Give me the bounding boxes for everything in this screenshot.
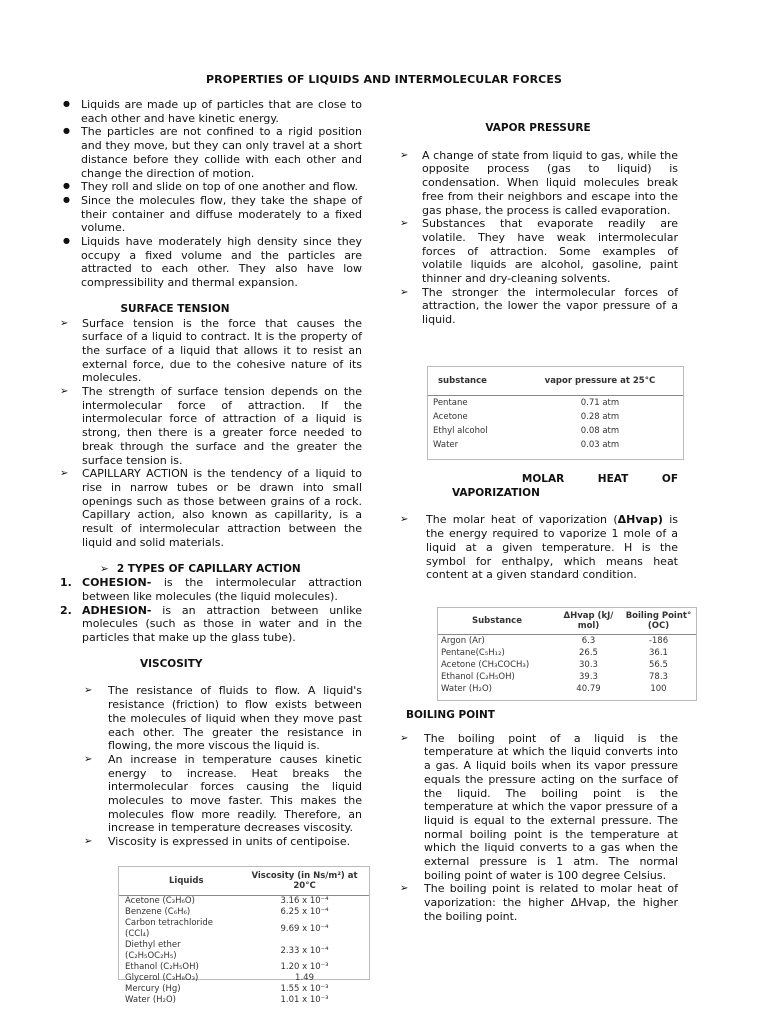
arrowhead-icon: ➢ xyxy=(84,685,93,697)
list-item: ➢ Surface tension is the force that causes the surface of a liquid to contract. It is the property of the surface of a liquid that allows it to resist an external force, due to the cohesive nature of its molecules. xyxy=(60,316,362,385)
list-item: ● The particles are not confined to a rigid position and they move, but they can only travel at a short distance before they collide with each other and change the direction of motion. xyxy=(60,125,362,180)
list-item: 1. COHESION- is the intermolecular attraction between like molecules (the liquid molecules). xyxy=(60,576,362,603)
viscosity-heading: VISCOSITY xyxy=(140,657,203,670)
surface-tension-heading: SURFACE TENSION xyxy=(120,302,230,315)
table-row: Acetone (CH₃COCH₃) 30.3 56.5 xyxy=(441,660,668,670)
document-title: PROPERTIES OF LIQUIDS AND INTERMOLECULAR FORCES xyxy=(205,73,562,86)
list-item: ● Since the molecules flow, they take the shape of their container and diffuse moderately to a fixed volume. xyxy=(60,194,362,235)
list-item: ➢ The boiling point is related to molar heat of vaporization: the higher ΔHvap, the higher the boiling point. xyxy=(400,882,678,923)
table-row: Pentane 0.71 atm xyxy=(433,398,620,408)
molar-heat-section xyxy=(398,473,678,582)
viscosity-table-image xyxy=(118,866,370,1005)
viscosity-list xyxy=(60,684,362,848)
table-row: Mercury (Hg) 1.55 x 10⁻³ xyxy=(125,984,329,994)
left-column xyxy=(60,98,362,849)
table-row: Water (H₂O) 1.01 x 10⁻³ xyxy=(125,995,329,1005)
list-item: ● They roll and slide on top of one another and flow. xyxy=(60,180,362,194)
arrowhead-icon: ➢ xyxy=(84,836,93,848)
arrowhead-icon: ➢ xyxy=(60,317,69,329)
molar-heat-list xyxy=(398,513,678,582)
arrowhead-icon: ➢ xyxy=(400,286,409,298)
arrowhead-icon: ➢ xyxy=(400,218,409,230)
molar-heat-table xyxy=(438,608,696,695)
list-item: ➢ A change of state from liquid to gas, while the opposite process (gas to liquid) is condensation. When liquid molecules break free from their neighbors and escape into the gas phase, the process is called evaporation. xyxy=(400,148,678,217)
viscosity-table xyxy=(119,867,369,1006)
table-row: Water 0.03 atm xyxy=(433,440,620,450)
column-header: ΔHvap (kJ/ mol) xyxy=(556,608,621,635)
column-header: Viscosity (in Ns/m²) at 20°C xyxy=(240,867,369,896)
list-item: ● Liquids have moderately high density since they occupy a fixed volume and the particles are attracted to each other. They also have low compressibility and thermal expansion. xyxy=(60,235,362,290)
table-row: Carbon tetrachloride (CCl₄) 9.69 x 10⁻⁴ xyxy=(125,918,329,939)
table-row: Acetone 0.28 atm xyxy=(433,412,620,422)
list-item: ➢ Substances that evaporate readily are volatile. They have weak intermolecular forces of attraction. Some examples of volatile liquids are alcohol, gasoline, paint thinner and dry-cleaning solvents. xyxy=(400,217,678,286)
table-row: Pentane(C₅H₁₂) 26.5 36.1 xyxy=(441,648,668,658)
arrowhead-icon: ➢ xyxy=(60,468,69,480)
column-header: substance xyxy=(428,367,517,396)
boiling-point-section xyxy=(398,709,678,924)
list-item: ➢ The resistance of fluids to flow. A liquid's resistance (friction) to flow exists between the molecules of liquid when they move past each other. The greater the resistance in flowing, the more viscous the liquid is. xyxy=(84,684,362,753)
table-row: Ethanol (C₂H₅OH) 1.20 x 10⁻³ xyxy=(125,962,329,972)
arrowhead-icon: ➢ xyxy=(84,753,93,765)
list-item: ➢ The boiling point of a liquid is the temperature at which the liquid converts into a gas. A liquid boils when its vapor pressure equals the pressure acting on the surface of the liquid. The boiling point is the temperature at which the vapor pressure of a liquid is equal to the external pressure. The normal boiling point is the temperature at which the liquid converts to a gas when the external pressure is 1 atm. The normal boiling point of water is 100 degree Celsius. xyxy=(400,731,678,882)
arrowhead-icon: ➢ xyxy=(100,562,109,575)
arrowhead-icon: ➢ xyxy=(400,732,409,744)
intro-bullet-list xyxy=(60,98,362,290)
arrowhead-icon: ➢ xyxy=(400,149,409,161)
column-header: Boiling Point° (OC) xyxy=(621,608,696,635)
table-row: Ethyl alcohol 0.08 atm xyxy=(433,426,620,436)
boiling-point-list xyxy=(398,732,678,924)
vapor-pressure-heading: VAPOR PRESSURE xyxy=(485,122,591,134)
surface-tension-list xyxy=(60,317,362,550)
capillary-types-list xyxy=(60,576,362,645)
molar-heat-heading: MOLAR HEAT OF xyxy=(521,473,678,485)
vapor-pressure-section xyxy=(398,122,678,327)
list-item: ➢ The strength of surface tension depends on the intermolecular force of attraction. If the intermolecular force of attraction of a liquid is strong, then there is a greater force needed to break through the surface and the greater the surface tension is. xyxy=(60,385,362,467)
list-item: ● Liquids are made up of particles that are close to each other and have kinetic energy. xyxy=(60,98,362,125)
table-row: Diethyl ether (C₂H₅OC₂H₅) 2.33 x 10⁻⁴ xyxy=(125,940,329,961)
column-header: vapor pressure at 25°C xyxy=(517,367,683,396)
column-header: Liquids xyxy=(119,867,240,896)
list-item: ➢ Viscosity is expressed in units of centipoise. xyxy=(84,835,351,849)
arrowhead-icon: ➢ xyxy=(400,514,409,526)
table-row: Benzene (C₆H₆) 6.25 x 10⁻⁴ xyxy=(125,907,329,917)
molar-heat-table-image xyxy=(437,607,697,701)
list-item: ➢ The stronger the intermolecular forces of attraction, the lower the vapor pressure of a liquid. xyxy=(400,285,678,327)
list-item: ➢ The molar heat of vaporization (ΔHvap) is the energy required to vaporize 1 mole of a liquid at a given temperature. H is the symbol for enthalpy, which means heat content at a given standard condition. xyxy=(400,513,678,582)
list-item: ➢ An increase in temperature causes kinetic energy to increase. Heat breaks the intermolecular forces causing the liquid molecules to move faster. This makes the molecules flow more readily. Therefore, an increase in temperature decreases viscosity. xyxy=(84,752,362,835)
list-item: ➢ CAPILLARY ACTION is the tendency of a liquid to rise in narrow tubes or be drawn into small openings such as those between grains of a rock. Capillary action, also known as capillarity, is a result of intermolecular attraction between the liquid and solid materials. xyxy=(60,467,362,549)
table-row: Water (H₂O) 40.79 100 xyxy=(441,684,667,694)
boiling-point-heading: BOILING POINT xyxy=(406,709,495,721)
table-row: Glycerol (C₃H₈O₃) 1.49 xyxy=(125,973,314,983)
column-header: Substance xyxy=(438,608,556,635)
capillary-types-heading: ➢ 2 TYPES OF CAPILLARY ACTION xyxy=(100,562,301,575)
table-row: Acetone (C₃H₆O) 3.16 x 10⁻⁴ xyxy=(125,896,329,906)
table-row: Argon (Ar) 6.3 -186 xyxy=(441,636,669,646)
arrowhead-icon: ➢ xyxy=(400,883,409,895)
vapor-pressure-table xyxy=(428,367,683,452)
vapor-pressure-table-image xyxy=(427,366,684,460)
table-row: Ethanol (C₂H₅OH) 39.3 78.3 xyxy=(441,672,668,682)
vapor-pressure-list xyxy=(400,149,678,327)
arrowhead-icon: ➢ xyxy=(60,386,69,398)
molar-heat-heading-line2: VAPORIZATION xyxy=(452,486,540,499)
list-item: 2. ADHESION- is an attraction between unlike molecules (such as those in water and in the particles that make up the glass tube). xyxy=(60,603,362,645)
